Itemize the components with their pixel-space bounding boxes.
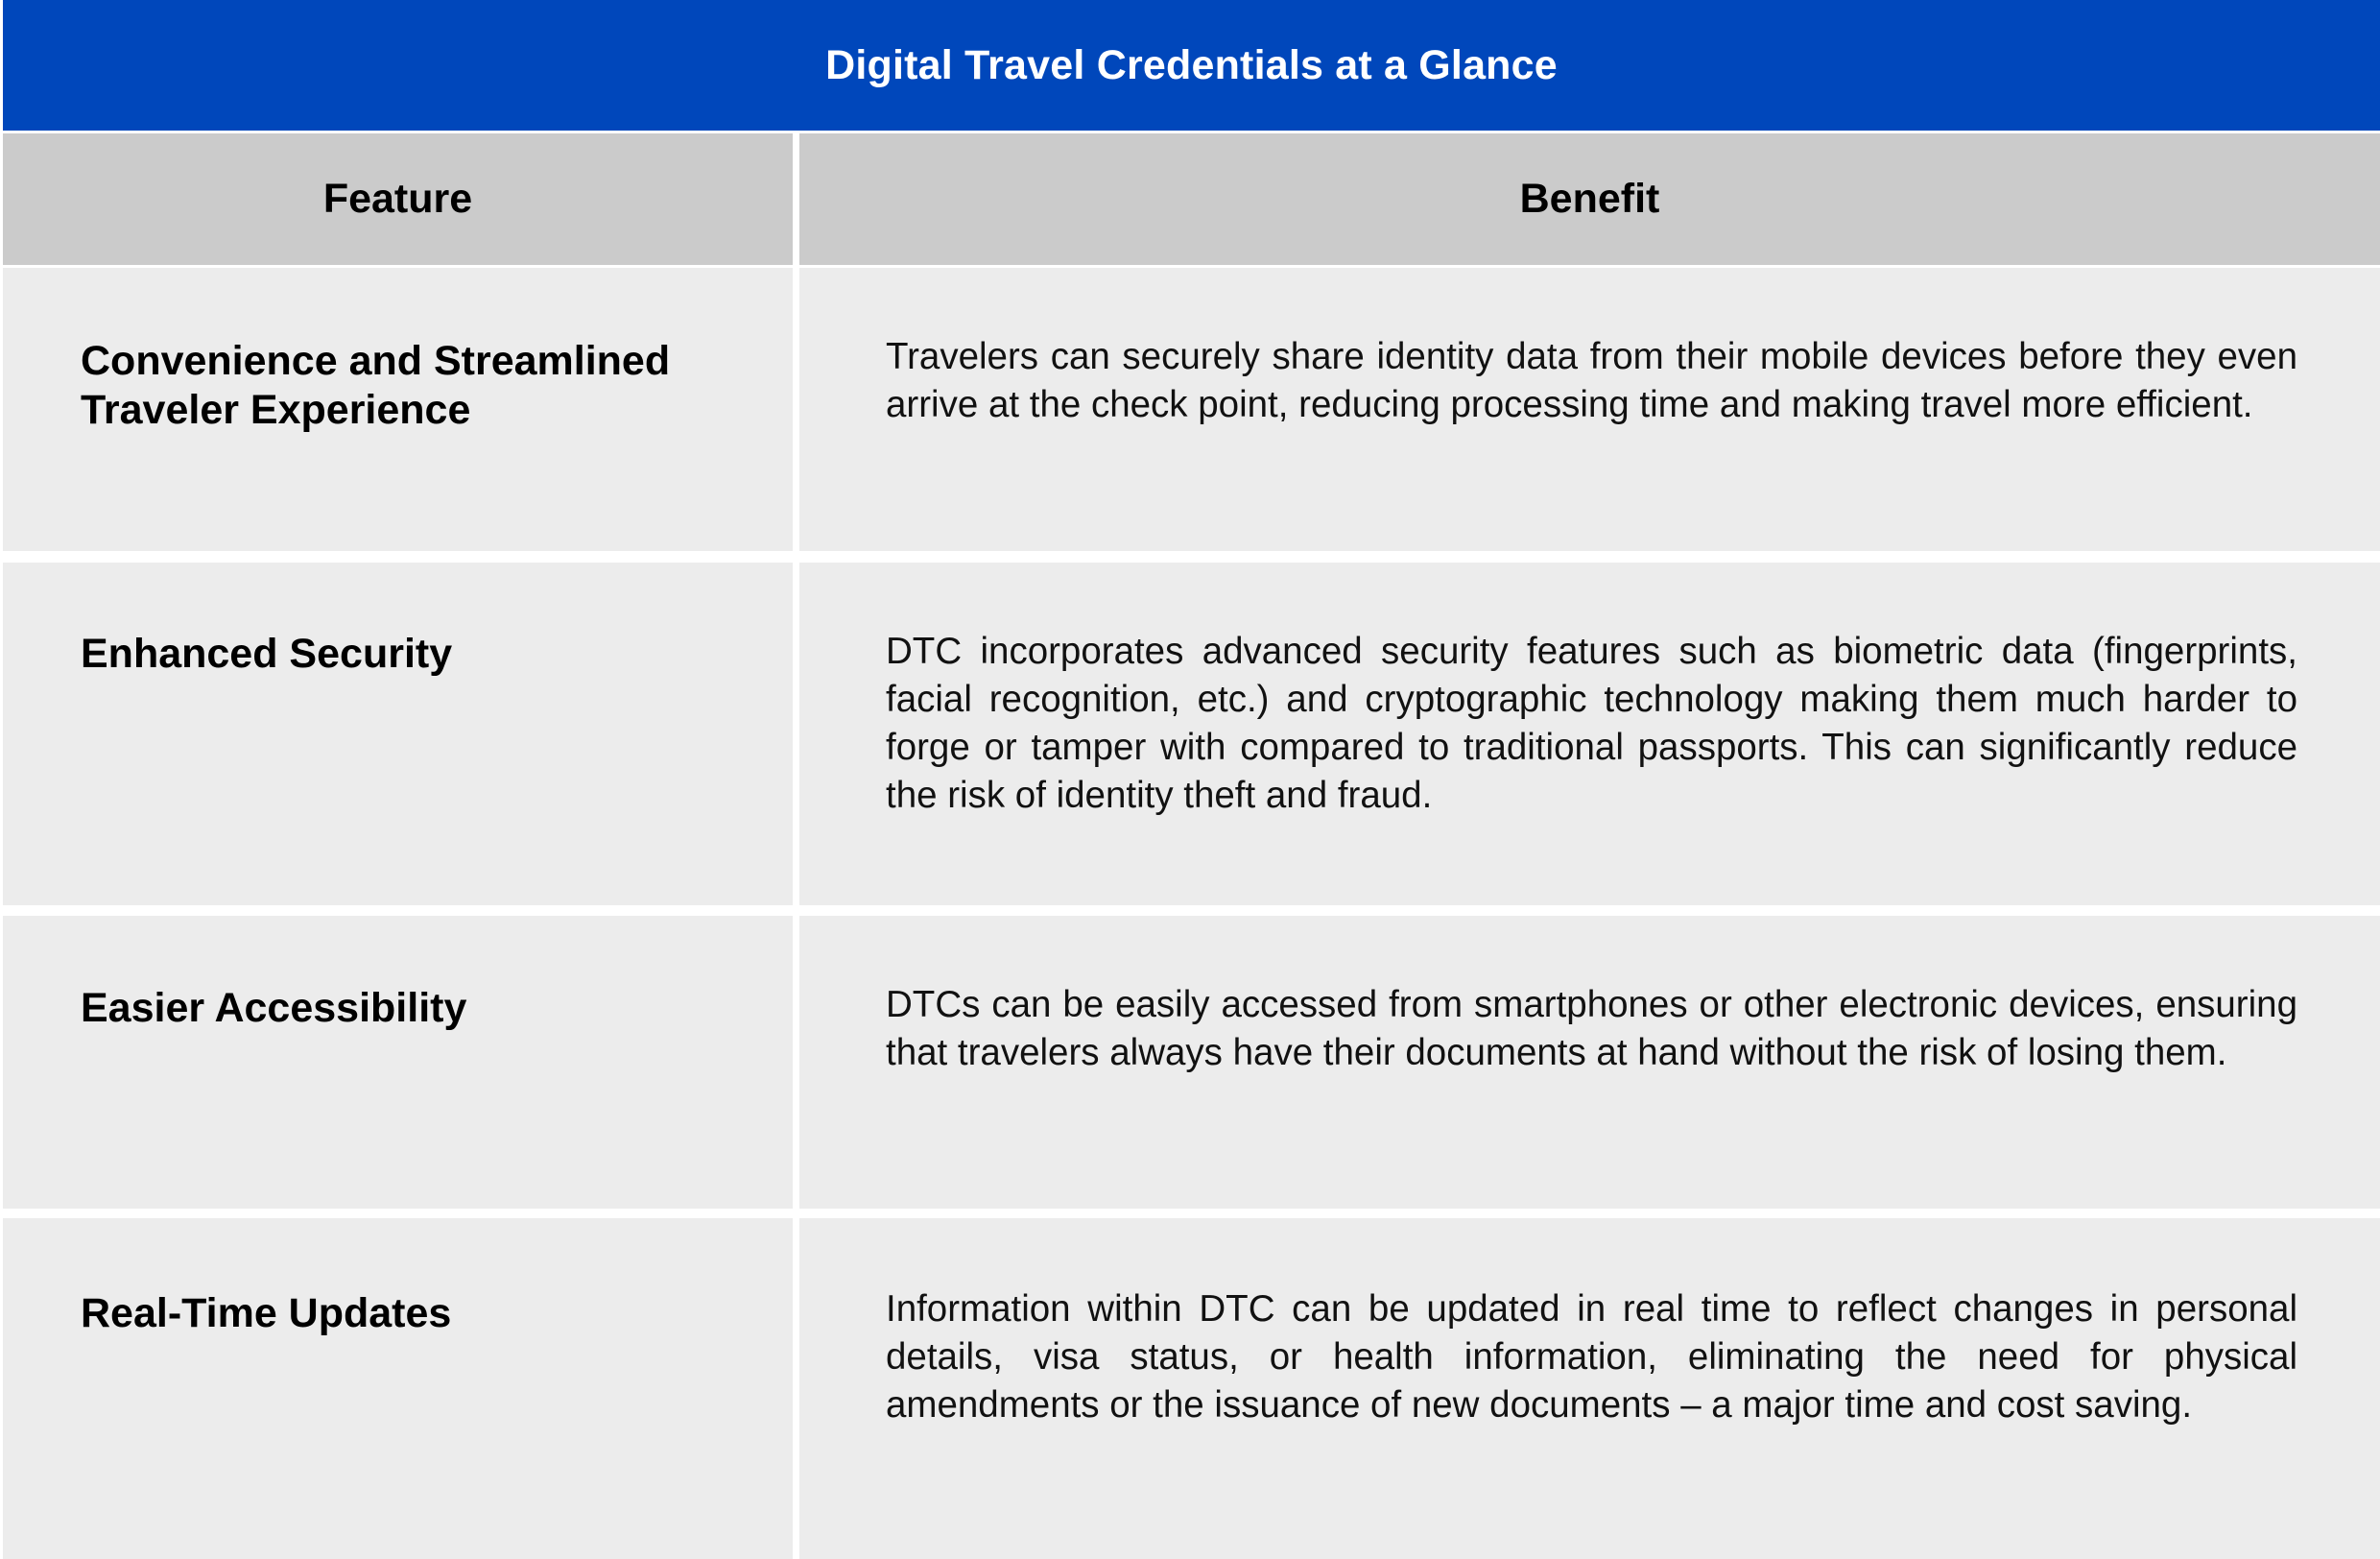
table-row-feature-cell (3, 916, 793, 1209)
feature-label: Real-Time Updates (81, 1290, 452, 1336)
table-row-feature-cell (3, 1218, 793, 1559)
column-header-feature (3, 133, 793, 265)
column-header-benefit-label: Benefit (1519, 176, 1660, 222)
table-row-benefit-cell (799, 1218, 2380, 1559)
table-title: Digital Travel Credentials at a Glance (825, 41, 1558, 88)
feature-label: Convenience and Streamlined Traveler Experience (81, 338, 671, 433)
table-title-bar (3, 0, 2380, 131)
table-row-benefit-cell (799, 916, 2380, 1209)
feature-label: Easier Accessibility (81, 985, 467, 1031)
column-header-feature-label: Feature (322, 176, 473, 222)
benefit-text: DTC incorporates advanced security features such as biometric data (fingerprints, facial recognition, etc.) and cryptographic technology making them much harder to forge or tamper with compared to traditional passports. This can significantly reduce the risk of identity theft and fraud. (886, 631, 2297, 816)
benefit-text: Information within DTC can be updated in real time to reflect changes in personal details, visa status, or health information, eliminating the need for physical amendments or the issuance of new documents – a major time and cost saving. (886, 1288, 2297, 1426)
benefit-text: DTCs can be easily accessed from smartphones or other electronic devices, ensuring that travelers always have their documents at hand without the risk of losing them. (886, 984, 2297, 1073)
table-row-feature-cell (3, 268, 793, 551)
column-header-benefit (799, 133, 2380, 265)
table-row-benefit-cell (799, 563, 2380, 905)
table-row-feature-cell (3, 563, 793, 905)
benefit-text: Travelers can securely share identity data from their mobile devices before they even arrive at the check point, reducing processing time and making travel more efficient. (886, 336, 2297, 425)
feature-label: Enhanced Security (81, 631, 453, 677)
table-row-benefit-cell (799, 268, 2380, 551)
